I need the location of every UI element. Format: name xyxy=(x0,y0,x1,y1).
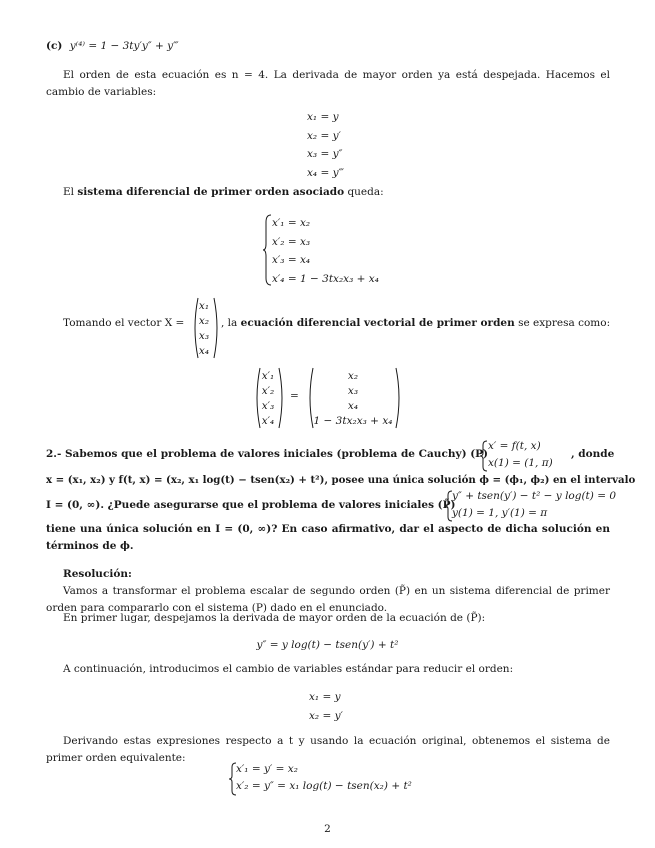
text: , la xyxy=(221,317,241,329)
vector-intro xyxy=(63,317,184,329)
equation-line: x₁ = y xyxy=(309,691,341,703)
problem-2-line-4: tiene una única solución en I = (0, ∞)? En caso afirmativo, dar el aspecto de dicha solución en términos de ϕ. xyxy=(46,523,610,552)
variable-change xyxy=(309,688,343,725)
equation-line: x′₁ = x₂ xyxy=(272,217,311,229)
paragraph: Vamos a transformar el problema escalar de segundo orden (P̃) en un sistema diferencial de primer orden para compararlo con el sistema (P) dado en el enunciado. xyxy=(46,585,610,614)
problem-2-line-2: x = (x₁, x₂) y f(t, x) = (x₂, x₁ log(t) − tsen(x₂) + t²), posee una única solución ϕ = (ϕ₁, ϕ₂) en el intervalo xyxy=(46,474,636,486)
variable-change xyxy=(307,108,344,182)
equation-line: x′₃ = x₄ xyxy=(272,254,311,266)
vector-lhs xyxy=(257,369,279,429)
resolution-title: Resolución: xyxy=(63,568,132,580)
text: El xyxy=(63,186,78,198)
problem-2-line-3: I = (0, ∞). ¿Puede asegurarse que el problema de valores iniciales (P̃) xyxy=(46,499,456,511)
equation-line: x′₄ = 1 − 3tx₂x₃ + x₄ xyxy=(272,272,379,285)
page-number: 2 xyxy=(324,823,331,835)
equation-line: x(1) = (1, π) xyxy=(488,457,553,469)
vector-entry: x₃ xyxy=(347,385,359,397)
right-paren xyxy=(395,367,403,429)
equation-line: y″ + tsen(y′) − t² − y log(t) = 0 xyxy=(452,490,617,502)
vector-entry: x₄ xyxy=(198,345,210,357)
equation-line: x′₂ = y″ = x₁ log(t) − tsen(x₂) + t² xyxy=(236,780,412,792)
item-equation: y⁽⁴⁾ = 1 − 3ty′y″ + y‴ xyxy=(69,40,179,52)
vector-entry: x₄ xyxy=(347,400,359,412)
text: se expresa como: xyxy=(514,317,611,329)
equals-sign: = xyxy=(290,390,299,402)
ptilde-system xyxy=(452,488,616,522)
left-brace xyxy=(480,440,488,472)
vector-sentence xyxy=(221,317,610,329)
bold-text: sistema diferencial de primer orden asociado xyxy=(77,186,345,198)
equivalent-system xyxy=(236,761,412,795)
vector-entry: 1 − 3tx₂x₃ + x₄ xyxy=(313,415,393,427)
paragraph: El orden de esta ecuación es n = 4. La derivada de mayor orden ya está despejada. Hacemos el cambio de variables: xyxy=(46,69,610,98)
vector-entry: x₃ xyxy=(198,330,210,342)
problem-2-donde: , donde xyxy=(571,448,615,460)
item-c xyxy=(46,40,179,52)
cauchy-system xyxy=(488,438,553,472)
equation-line: x′ = f(t, x) xyxy=(488,440,541,452)
item-label: (c) xyxy=(46,40,63,52)
vector-entry: x′₁ xyxy=(261,370,275,382)
equation-line: x₂ = y′ xyxy=(307,129,341,142)
text: Tomando el vector X = xyxy=(63,317,185,329)
paragraph xyxy=(63,186,384,198)
equation-line: x₂ = y′ xyxy=(309,709,343,722)
vector-entry: x₁ xyxy=(198,300,210,312)
text: queda: xyxy=(344,186,384,198)
right-paren xyxy=(278,367,286,429)
first-order-system xyxy=(272,214,379,288)
problem-2-line-1: 2.- Sabemos que el problema de valores iniciales (problema de Cauchy) (P) xyxy=(46,448,489,460)
vector-entry: x₂ xyxy=(198,315,210,327)
vector-x xyxy=(194,299,214,359)
vector-entry: x′₂ xyxy=(261,385,275,397)
paragraph: A continuación, introducimos el cambio de variables estándar para reducir el orden: xyxy=(63,663,514,675)
equation-line: y(1) = 1, y′(1) = π xyxy=(452,507,548,519)
equation-line: x′₂ = x₃ xyxy=(272,235,311,248)
equation-line: x₄ = y‴ xyxy=(307,166,344,179)
paragraph: En primer lugar, despejamos la derivada de mayor orden de la ecuación de (P̃): xyxy=(63,612,486,624)
vector-entry: x₂ xyxy=(347,370,359,382)
vector-entry: x′₄ xyxy=(261,415,275,427)
vector-entry: x′₃ xyxy=(261,400,275,412)
right-paren xyxy=(213,297,221,359)
equation-line: x′₁ = y′ = x₂ xyxy=(236,763,298,775)
solved-equation: y″ = y log(t) − tsen(y′) + t² xyxy=(256,639,399,651)
equation-line: x₁ = y xyxy=(307,111,339,123)
equation-line: x₃ = y″ xyxy=(307,148,343,160)
vector-rhs xyxy=(310,369,396,429)
bold-text: ecuación diferencial vectorial de primer orden xyxy=(240,317,515,329)
paragraph: Derivando estas expresiones respecto a t y usando la ecuación original, obtenemos el sistema de primer orden equivalente: xyxy=(46,735,610,764)
